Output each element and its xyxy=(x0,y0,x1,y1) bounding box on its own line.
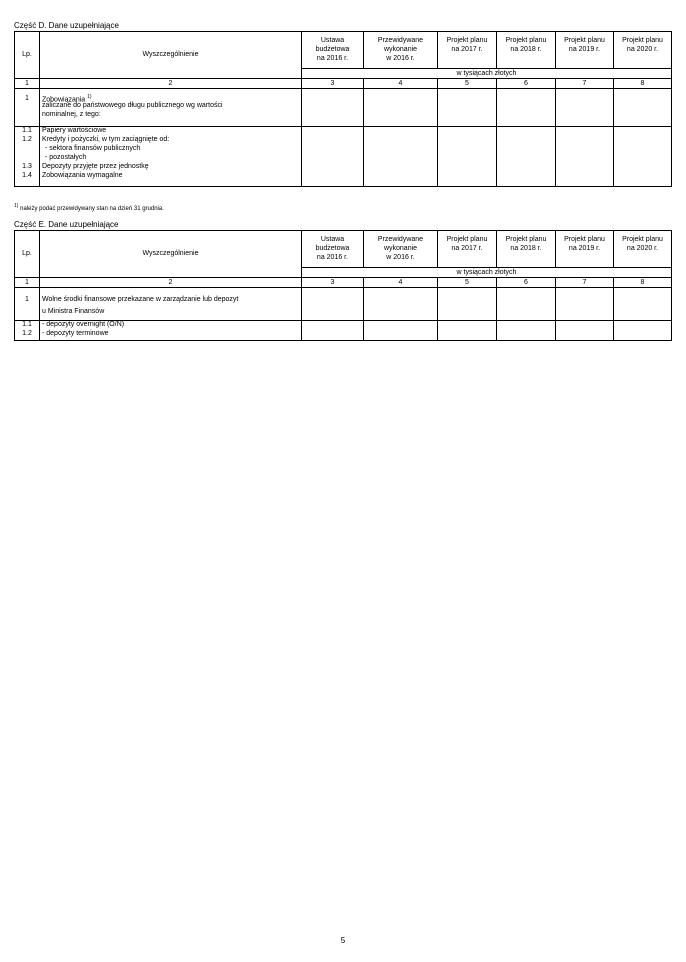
header-lp: Lp. xyxy=(15,32,40,79)
row-description-column: - depozyty overnight (O/N) - depozyty terminowe xyxy=(40,321,302,341)
col-number: 1 xyxy=(15,79,40,89)
units-label: w tysiącach złotych xyxy=(302,69,672,79)
row-description: Zobowiązania $^{1)}$ zaliczane do państwowego długu publicznego wg wartości nominalnej, z tego: xyxy=(40,89,302,127)
header-col7: Projekt planu na 2019 r. xyxy=(556,32,614,69)
header-wyszczegolnienie: Wyszczególnienie xyxy=(40,231,302,278)
table-row xyxy=(15,288,672,321)
header-col8: Projekt planu na 2020 r. xyxy=(614,32,672,69)
part-e-table xyxy=(14,230,672,341)
col-number: 4 xyxy=(364,278,438,288)
col-number: 7 xyxy=(556,79,614,89)
row-lp: 1 xyxy=(15,89,40,127)
row-lp: 1 xyxy=(15,288,40,321)
header-col5: Projekt planu na 2017 r. xyxy=(438,231,497,268)
col-number: 8 xyxy=(614,79,672,89)
table-row-group xyxy=(15,127,672,187)
col-number: 8 xyxy=(614,278,672,288)
header-col3: Ustawa budżetowa na 2016 r. xyxy=(302,231,364,268)
header-col4: Przewidywane wykonanie w 2016 r. xyxy=(364,231,438,268)
col-number: 4 xyxy=(364,79,438,89)
col-number: 3 xyxy=(302,79,364,89)
col-number: 5 xyxy=(438,79,497,89)
header-col7: Projekt planu na 2019 r. xyxy=(556,231,614,268)
header-col4: Przewidywane wykonanie w 2016 r. xyxy=(364,32,438,69)
row-lp-column: 1.1 1.2 xyxy=(15,321,40,341)
col-number: 5 xyxy=(438,278,497,288)
col-number: 2 xyxy=(40,79,302,89)
header-col3: Ustawa budżetowa na 2016 r. xyxy=(302,32,364,69)
row-description: Wolne środki finansowe przekazane w zarządzanie lub depozyt u Ministra Finansów xyxy=(40,288,302,321)
header-wyszczegolnienie: Wyszczególnienie xyxy=(40,32,302,79)
col-number: 7 xyxy=(556,278,614,288)
header-col6: Projekt planu na 2018 r. xyxy=(497,32,556,69)
header-row xyxy=(15,32,672,69)
part-d-title: Część D. Dane uzupełniające xyxy=(14,21,119,30)
row-lp-column: 1.1 1.2 1.3 1.4 xyxy=(15,127,40,187)
col-number: 3 xyxy=(302,278,364,288)
units-label: w tysiącach złotych xyxy=(302,268,672,278)
col-number: 2 xyxy=(40,278,302,288)
row-description-column: Papiery wartościowe Kredyty i pożyczki, w tym zaciągnięte od: - sektora finansów publicznych - pozostałych Depozyty przyjęte przez jednostkę Zobowiązania wymagalne xyxy=(40,127,302,187)
col-number: 6 xyxy=(497,79,556,89)
header-col6: Projekt planu na 2018 r. xyxy=(497,231,556,268)
column-numbers-row xyxy=(15,278,672,288)
header-col5: Projekt planu na 2017 r. xyxy=(438,32,497,69)
table-row xyxy=(15,89,672,127)
part-e-title: Część E. Dane uzupełniające xyxy=(14,220,119,229)
part-d-table xyxy=(14,31,672,187)
header-row xyxy=(15,231,672,268)
footnote-ref: 1) xyxy=(87,94,92,100)
col-number: 6 xyxy=(497,278,556,288)
column-numbers-row xyxy=(15,79,672,89)
footnote: $^{1)}$ należy podać przewidywany stan na dzień 31 grudnia. xyxy=(14,203,164,212)
header-lp: Lp. xyxy=(15,231,40,278)
header-col8: Projekt planu na 2020 r. xyxy=(614,231,672,268)
col-number: 1 xyxy=(15,278,40,288)
table-row-group xyxy=(15,321,672,341)
page-number: 5 xyxy=(340,936,346,945)
